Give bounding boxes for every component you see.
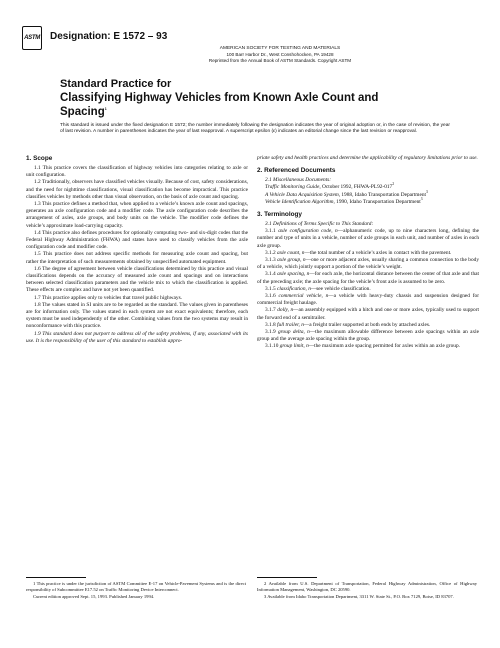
standard-note: This standard is issued under the fixed designation E 1572; the number immediately following the designation indicates the year of original adoption or, in the case of revision, the year of last revision. A number in parentheses indicates the year of last reapproval. A superscript epsilon (ε) indicates an editorial change since the last revision or reapproval. (60, 123, 450, 135)
para-1-1: 1.1 This practice covers the classification of highway vehicles into categories relating to axle or unit configuration. (26, 165, 248, 179)
ref-doc-3: Vehicle Identification Algorithm, 1990, Idaho Transportation Department$^3$ (265, 197, 423, 205)
ref-2-1: 2.1 Miscellaneous Documents: (265, 177, 332, 184)
footnote-1: 1 This practice is under the jurisdiction of ASTM Committee E-17 on Vehicle-Pavement Systems and is the direct responsibility of Subcommittee E17.52 on Traffic Monitoring Device Interconnect. (26, 581, 246, 592)
term-3-1-5: 3.1.5 classification, n—see vehicle classification. (265, 285, 371, 292)
para-1-9: 1.9 This standard does not purport to address all of the safety problems, if any, associated with its use. It is the responsibility of the user of this standard to establish appro- (26, 330, 248, 344)
society-info (160, 46, 400, 64)
title-line-3: Spacing$^1$ (60, 106, 107, 118)
para-1-5: 1.5 This practice does not address specific methods for measuring axle count and spacing, but rather the interpretation of such measurements obtained by unspecified automated equipment. (26, 251, 248, 265)
footnote-rule-right (257, 577, 317, 578)
footnote-rule-left (26, 577, 86, 578)
document-title (60, 78, 440, 119)
term-3-1-2: 3.1.2 axle count, n—the total number of a vehicle’s axles in contact with the pavement. (265, 249, 452, 256)
term-3-1-7: 3.1.7 dolly, n—an assembly equipped with a hitch and one or more axles, typically used to support the forward end of a semitrailer. (257, 307, 479, 321)
society-line-3: Reprinted from the Annual Book of ASTM Standards. Copyright ASTM (208, 58, 352, 63)
para-1-3: 1.3 This practice defines a method that, when applied to a vehicle’s known axle count and spacings, generates an axle configuration code and a modifier code. The axle configuration code describes the arrangement of axles, axle groups, and body units on the vehicle. The modifier code defines the vehicle’s approximate load-carrying capacity. (26, 201, 248, 229)
term-3-1-10: 3.1.10 group limit, n—the maximum axle spacing permitted for axles within an axle group. (265, 343, 460, 350)
para-1-8: 1.8 The values stated in SI units are to be regarded as the standard. The values given in parentheses are for information only. The values stated in each system are not exact equivalents; therefore, each system must be used independently of the other. Combining values from the two systems may result in nonconformance with this practice. (26, 301, 248, 330)
title-line-2: Classifying Highway Vehicles from Known Axle Count and (60, 92, 379, 104)
scope-heading: 1. Scope (26, 155, 53, 162)
term-3-1-6: 3.1.6 commercial vehicle, n—a vehicle with heavy-duty chassis and suspension designed for commercial freight haulage. (257, 293, 479, 307)
society-line-2: 100 Barr Harbor Dr., West Conshohocken, PA 19428 (226, 52, 334, 57)
astm-logo (22, 26, 42, 50)
term-3-1-9: 3.1.9 group delta, n—the maximum allowable difference between axle spacings within an axle group and the average axle spacing within the group. (257, 329, 479, 343)
ref-doc-1: Traffic Monitoring Guide, October 1992, FHWA-$PL92-017^2$ (265, 182, 395, 191)
term-3-1: 3.1 Definitions of Terms Specific to This Standard: (265, 221, 374, 228)
footnote-3: 3 Available from Idaho Transportation Department, 3311 W. State St., P.O. Box 7129, Boise, ID 83707. (264, 594, 454, 599)
para-1-9-continued: priate safety and health practices and determine the applicability of regulatory limitations prior to use. (257, 155, 478, 161)
footnote-1-edition: Current edition approved Sept. 15, 1993. Published January 1994. (33, 594, 155, 599)
referenced-documents-heading: 2. Referenced Documents (257, 167, 336, 175)
term-3-1-3: 3.1.3 axle group, n—one or more adjacent axles, usually sharing a common connection to the body of a vehicle, which jointly support a portion of the vehicle’s weight. (257, 257, 479, 271)
para-1-4: 1.4 This practice also defines procedures for optionally computing two- and six-digit codes that the Federal Highway Administration (FHWA) and states have used to classify vehicles from the axle configuration code and modifier code. (26, 229, 248, 251)
term-3-1-1: 3.1.1 axle configuration code, n—alphanumeric code, up to nine characters long, defining the number and type of units in a vehicle, number of axle groups in each unit, and number of axles in each axle group. (257, 228, 479, 249)
title-footnote-ref: 1 (104, 107, 107, 112)
ref-doc-2: A Vehicle Data Acquisition System, 1988, Idaho Transportation Department$^3$ (265, 189, 428, 198)
footnote-2: 2 Available from U.S. Department of Transportation, Federal Highway Administration, Office of Highway Information Management, Washington, DC 20590. (257, 581, 477, 592)
para-1-7: 1.7 This practice applies only to vehicles that travel public highways. (34, 294, 183, 301)
logo-text: ASTM (24, 35, 40, 41)
para-1-2: 1.2 Traditionally, observers have classified vehicles visually. Because of cost, safety considerations, and the need for nighttime classifications, visual classification has become impractical. This practice classifies vehicles by methods other than visual observation, on the basis of axle count and spacing. (26, 179, 248, 200)
left-column (26, 155, 248, 345)
title-line-1: Standard Practice for (60, 78, 172, 90)
right-column (257, 155, 479, 351)
para-1-6: 1.6 The degree of agreement between vehicle classifications determined by this practice and visual classifications depends on the accuracy of measured axle count and spacings and on interactions between selected classification parameters and the vehicle mix to which the classification is applied. These effects are complex and have not yet been quantified. (26, 265, 248, 294)
terminology-heading: 3. Terminology (257, 211, 302, 219)
term-3-1-8: 3.1.8 full trailer, n—a freight trailer supported at both ends by attached axles. (265, 321, 431, 328)
term-3-1-4: 3.1.4 axle spacing, n—for each axle, the horizontal distance between the center of that axle and that of the preceding axle; the axle spacing for the vehicle’s front axle is assumed to be zero. (257, 271, 479, 285)
society-line-1: AMERICAN SOCIETY FOR TESTING AND MATERIALS (219, 46, 341, 51)
designation: Designation: E 1572 – 93 (50, 31, 168, 42)
footnotes-right (257, 581, 477, 601)
footnotes-left (26, 581, 246, 601)
